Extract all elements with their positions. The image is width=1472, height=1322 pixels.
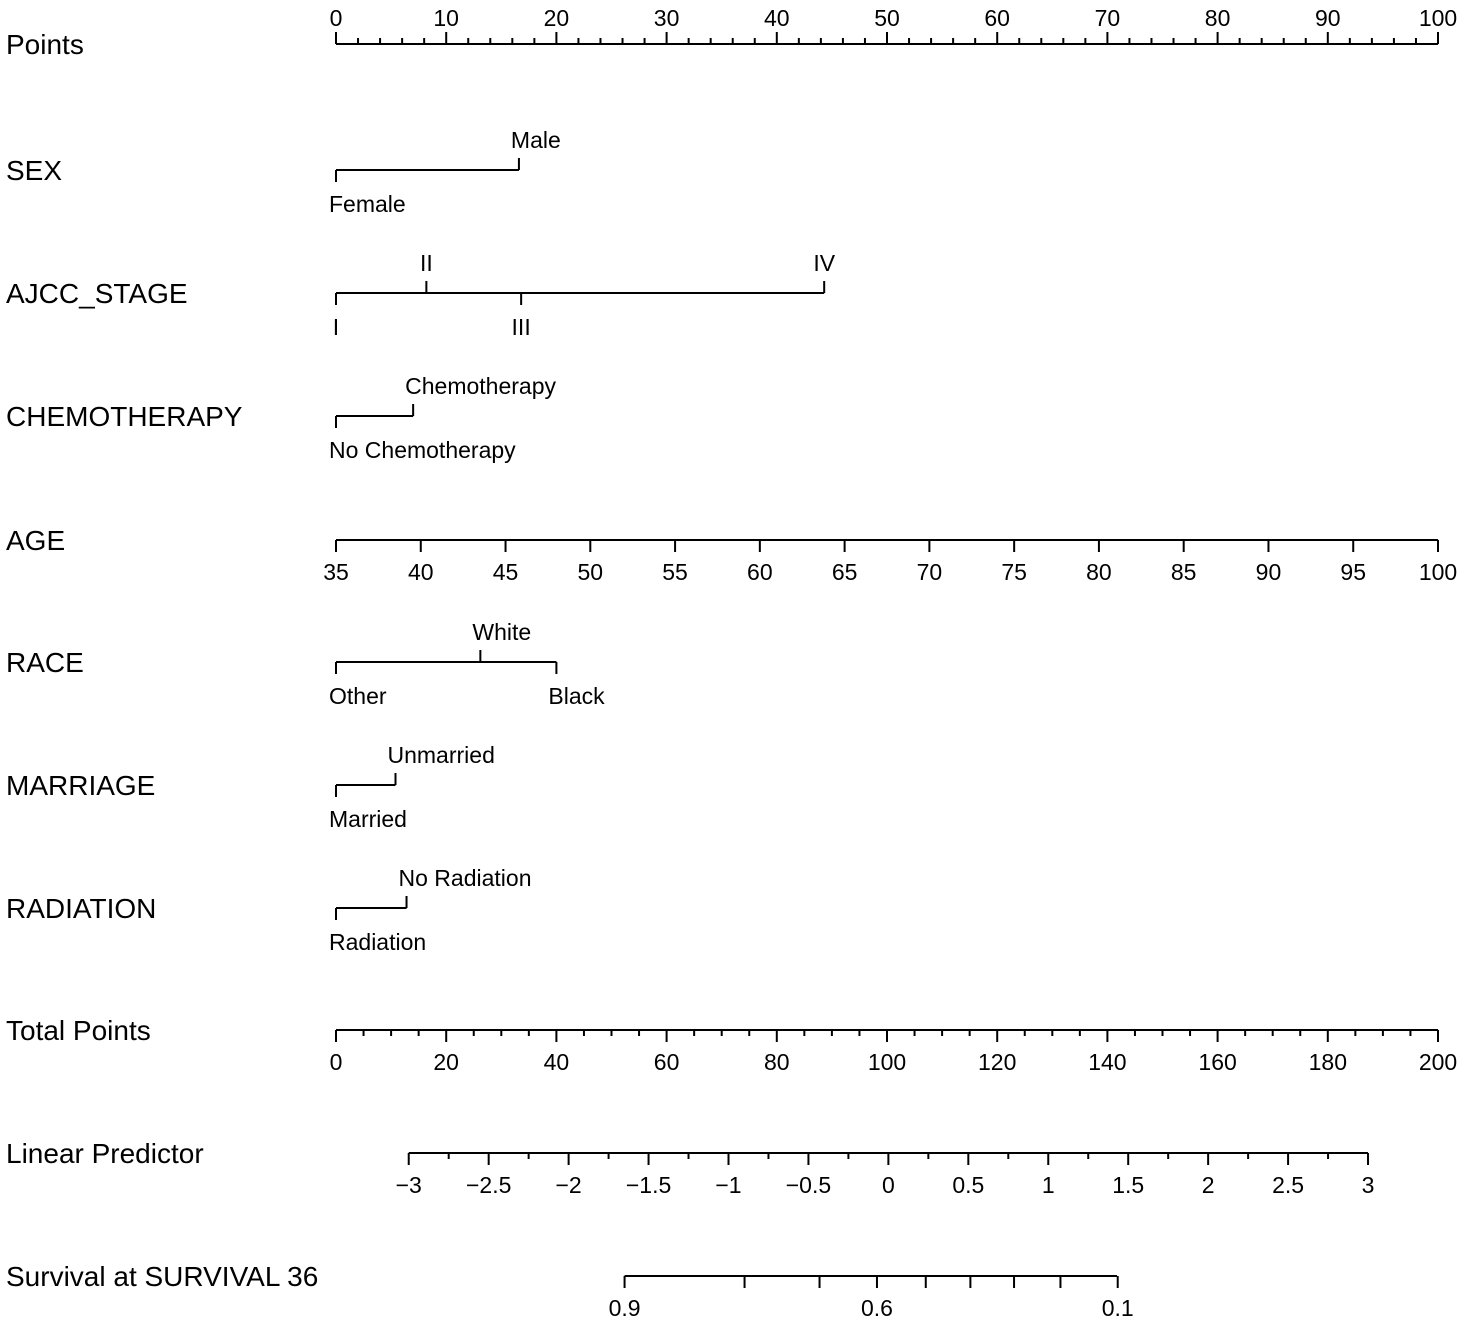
tick-label: 80 (1086, 559, 1112, 585)
tick-label: 0.9 (608, 1295, 641, 1321)
tick-label: 140 (1088, 1049, 1127, 1075)
tick-label: 10 (433, 5, 459, 31)
tick-label: 200 (1418, 1049, 1458, 1075)
level-label-i: I (332, 314, 340, 340)
tick-label: 100 (867, 1049, 907, 1075)
nomogram-rows (6, 5, 1457, 1321)
row-label-points: Points (6, 29, 84, 60)
row-label-age: AGE (6, 525, 66, 556)
tick-label: 90 (1255, 559, 1282, 585)
tick-label: 2.5 (1272, 1172, 1305, 1198)
row-marriage (6, 742, 495, 832)
tick-label: 95 (1340, 559, 1367, 585)
tick-label: 40 (764, 5, 790, 31)
tick-label: 50 (874, 5, 900, 31)
tick-label: 100 (1418, 559, 1458, 585)
level-label-white: White (472, 619, 532, 645)
tick-label: 50 (577, 559, 604, 585)
tick-label: 80 (764, 1049, 790, 1075)
tick-label: 35 (323, 559, 349, 585)
row-race (6, 619, 605, 709)
tick-label: 55 (662, 559, 688, 585)
tick-label: 90 (1315, 5, 1341, 31)
level-label-male: Male (510, 127, 561, 153)
tick-label: 60 (747, 559, 773, 585)
row-sex (6, 127, 561, 217)
level-label-no-chemotherapy: No Chemotherapy (329, 437, 516, 463)
row-age (6, 525, 1457, 585)
tick-label: 45 (492, 559, 519, 585)
tick-label: 120 (978, 1049, 1017, 1075)
row-points (6, 5, 1457, 60)
tick-label: 1.5 (1112, 1172, 1145, 1198)
tick-label: 30 (653, 5, 680, 31)
row-label-radiation: RADIATION (6, 893, 157, 924)
row-label-total-points: Total Points (6, 1015, 151, 1046)
level-label-other: Other (329, 683, 387, 709)
tick-label: 2 (1201, 1172, 1215, 1198)
tick-label: 0.1 (1101, 1295, 1134, 1321)
tick-label: 20 (543, 5, 570, 31)
tick-label: 80 (1204, 5, 1231, 31)
level-label-no-radiation: No Radiation (398, 865, 532, 891)
tick-label: 100 (1418, 5, 1458, 31)
level-label-radiation: Radiation (329, 929, 427, 955)
level-label-iii: III (511, 314, 531, 340)
tick-label: 20 (433, 1049, 459, 1075)
tick-label: 0.6 (860, 1295, 893, 1321)
tick-label: 180 (1308, 1049, 1347, 1075)
tick-label: 0.5 (952, 1172, 985, 1198)
row-label-survival-at-survival-36: Survival at SURVIVAL 36 (6, 1261, 319, 1292)
row-ajcc-stage (6, 250, 836, 340)
level-label-female: Female (329, 191, 406, 217)
tick-label: −2 (555, 1172, 582, 1198)
row-label-linear-predictor: Linear Predictor (6, 1138, 204, 1169)
tick-label: 65 (831, 559, 858, 585)
level-label-married: Married (329, 806, 407, 832)
tick-label: 70 (1094, 5, 1121, 31)
tick-label: −0.5 (785, 1172, 832, 1198)
tick-label: 1 (1041, 1172, 1055, 1198)
tick-label: −3 (395, 1172, 422, 1198)
row-label-marriage: MARRIAGE (6, 770, 156, 801)
row-chemotherapy (6, 373, 556, 463)
tick-label: −1 (715, 1172, 742, 1198)
tick-label: 70 (916, 559, 943, 585)
level-label-chemotherapy: Chemotherapy (405, 373, 556, 399)
tick-label: −2.5 (465, 1172, 512, 1198)
tick-label: 75 (1001, 559, 1027, 585)
row-total-points (6, 1015, 1457, 1075)
tick-label: −1.5 (625, 1172, 672, 1198)
tick-label: 60 (653, 1049, 680, 1075)
level-label-unmarried: Unmarried (387, 742, 495, 768)
level-label-ii: II (419, 250, 433, 276)
tick-label: 60 (984, 5, 1010, 31)
row-radiation (6, 865, 531, 955)
tick-label: 0 (329, 5, 343, 31)
tick-label: 3 (1361, 1172, 1375, 1198)
row-label-race: RACE (6, 647, 84, 678)
tick-label: 0 (329, 1049, 343, 1075)
tick-label: 40 (407, 559, 434, 585)
tick-label: 40 (543, 1049, 570, 1075)
row-survival-at-survival-36 (6, 1261, 1134, 1321)
row-label-ajcc-stage: AJCC_STAGE (6, 278, 188, 309)
tick-label: 160 (1198, 1049, 1237, 1075)
tick-label: 85 (1170, 559, 1197, 585)
level-label-black: Black (548, 683, 605, 709)
tick-label: 0 (881, 1172, 895, 1198)
row-label-sex: SEX (6, 155, 63, 186)
row-label-chemotherapy: CHEMOTHERAPY (6, 401, 243, 432)
row-linear-predictor (6, 1138, 1374, 1198)
level-label-iv: IV (813, 250, 836, 276)
